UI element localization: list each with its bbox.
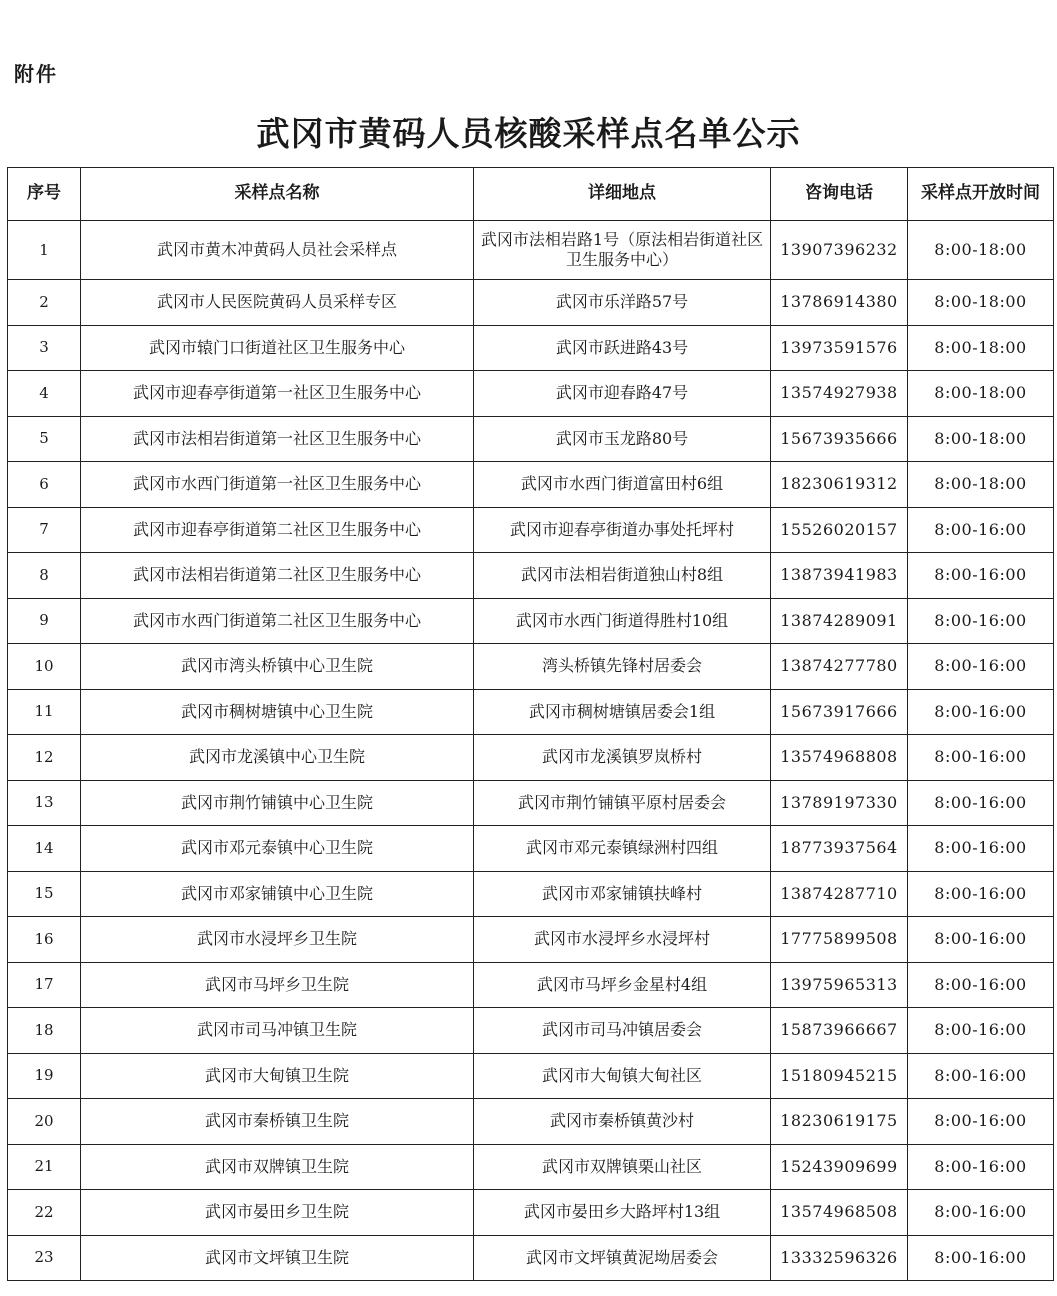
cell-hours: 8:00-16:00 (908, 1190, 1054, 1236)
cell-phone: 13907396232 (771, 221, 908, 280)
cell-phone: 13786914380 (771, 280, 908, 326)
cell-name: 武冈市双牌镇卫生院 (81, 1144, 474, 1190)
cell-phone: 13332596326 (771, 1235, 908, 1281)
table-row (8, 1190, 1054, 1236)
cell-name: 武冈市人民医院黄码人员采样专区 (81, 280, 474, 326)
header-name: 采样点名称 (81, 168, 474, 221)
cell-hours: 8:00-16:00 (908, 780, 1054, 826)
cell-no: 8 (8, 553, 81, 599)
cell-name: 武冈市辕门口街道社区卫生服务中心 (81, 325, 474, 371)
cell-address: 武冈市迎春亭街道办事处托坪村 (474, 507, 771, 553)
cell-phone: 13873941983 (771, 553, 908, 599)
cell-name: 武冈市邓家铺镇中心卫生院 (81, 871, 474, 917)
cell-no: 5 (8, 416, 81, 462)
cell-name: 武冈市龙溪镇中心卫生院 (81, 735, 474, 781)
header-address: 详细地点 (474, 168, 771, 221)
cell-phone: 18230619312 (771, 462, 908, 508)
cell-phone: 13874277780 (771, 644, 908, 690)
cell-phone: 15526020157 (771, 507, 908, 553)
cell-no: 1 (8, 221, 81, 280)
cell-no: 16 (8, 917, 81, 963)
cell-name: 武冈市水西门街道第二社区卫生服务中心 (81, 598, 474, 644)
cell-address: 武冈市法相岩路1号（原法相岩街道社区卫生服务中心） (474, 221, 771, 280)
cell-hours: 8:00-16:00 (908, 1008, 1054, 1054)
cell-phone: 13574968508 (771, 1190, 908, 1236)
cell-name: 武冈市马坪乡卫生院 (81, 962, 474, 1008)
header-no: 序号 (8, 168, 81, 221)
cell-no: 15 (8, 871, 81, 917)
cell-phone: 13973591576 (771, 325, 908, 371)
cell-phone: 13574968808 (771, 735, 908, 781)
cell-no: 11 (8, 689, 81, 735)
cell-name: 武冈市司马冲镇卫生院 (81, 1008, 474, 1054)
cell-address: 武冈市稠树塘镇居委会1组 (474, 689, 771, 735)
cell-no: 17 (8, 962, 81, 1008)
cell-name: 武冈市迎春亭街道第一社区卫生服务中心 (81, 371, 474, 417)
cell-name: 武冈市秦桥镇卫生院 (81, 1099, 474, 1145)
cell-name: 武冈市法相岩街道第二社区卫生服务中心 (81, 553, 474, 599)
cell-address: 武冈市晏田乡大路坪村13组 (474, 1190, 771, 1236)
cell-address: 武冈市司马冲镇居委会 (474, 1008, 771, 1054)
table-row (8, 871, 1054, 917)
cell-hours: 8:00-18:00 (908, 325, 1054, 371)
cell-no: 2 (8, 280, 81, 326)
cell-hours: 8:00-16:00 (908, 644, 1054, 690)
cell-hours: 8:00-16:00 (908, 1235, 1054, 1281)
cell-phone: 15673917666 (771, 689, 908, 735)
table-row (8, 462, 1054, 508)
cell-name: 武冈市水浸坪乡卫生院 (81, 917, 474, 963)
table-row (8, 780, 1054, 826)
cell-no: 20 (8, 1099, 81, 1145)
cell-no: 6 (8, 462, 81, 508)
cell-hours: 8:00-16:00 (908, 871, 1054, 917)
cell-address: 武冈市水浸坪乡水浸坪村 (474, 917, 771, 963)
cell-name: 武冈市稠树塘镇中心卫生院 (81, 689, 474, 735)
cell-address: 武冈市邓元泰镇绿洲村四组 (474, 826, 771, 872)
cell-no: 14 (8, 826, 81, 872)
cell-phone: 18230619175 (771, 1099, 908, 1145)
header-phone: 咨询电话 (771, 168, 908, 221)
cell-phone: 13975965313 (771, 962, 908, 1008)
cell-no: 22 (8, 1190, 81, 1236)
table-row (8, 1099, 1054, 1145)
table-row (8, 1144, 1054, 1190)
cell-phone: 13874287710 (771, 871, 908, 917)
cell-hours: 8:00-18:00 (908, 462, 1054, 508)
cell-no: 12 (8, 735, 81, 781)
cell-phone: 18773937564 (771, 826, 908, 872)
cell-no: 18 (8, 1008, 81, 1054)
cell-hours: 8:00-16:00 (908, 826, 1054, 872)
cell-hours: 8:00-18:00 (908, 280, 1054, 326)
sampling-sites-table (7, 167, 1054, 1281)
table-row (8, 325, 1054, 371)
cell-no: 10 (8, 644, 81, 690)
cell-phone: 15243909699 (771, 1144, 908, 1190)
table-row (8, 689, 1054, 735)
cell-address: 湾头桥镇先锋村居委会 (474, 644, 771, 690)
table-row (8, 826, 1054, 872)
cell-name: 武冈市黄木冲黄码人员社会采样点 (81, 221, 474, 280)
cell-phone: 13874289091 (771, 598, 908, 644)
cell-name: 武冈市迎春亭街道第二社区卫生服务中心 (81, 507, 474, 553)
cell-hours: 8:00-18:00 (908, 371, 1054, 417)
cell-phone: 13789197330 (771, 780, 908, 826)
cell-name: 武冈市湾头桥镇中心卫生院 (81, 644, 474, 690)
cell-address: 武冈市玉龙路80号 (474, 416, 771, 462)
table-row (8, 1235, 1054, 1281)
cell-no: 23 (8, 1235, 81, 1281)
table-row (8, 962, 1054, 1008)
cell-hours: 8:00-16:00 (908, 735, 1054, 781)
table-row (8, 553, 1054, 599)
cell-address: 武冈市龙溪镇罗岚桥村 (474, 735, 771, 781)
cell-hours: 8:00-16:00 (908, 1144, 1054, 1190)
cell-no: 21 (8, 1144, 81, 1190)
cell-name: 武冈市大甸镇卫生院 (81, 1053, 474, 1099)
table-body (8, 221, 1054, 1281)
table-row (8, 917, 1054, 963)
cell-name: 武冈市法相岩街道第一社区卫生服务中心 (81, 416, 474, 462)
cell-phone: 15673935666 (771, 416, 908, 462)
cell-address: 武冈市大甸镇大甸社区 (474, 1053, 771, 1099)
table-row (8, 280, 1054, 326)
cell-address: 武冈市乐洋路57号 (474, 280, 771, 326)
cell-no: 19 (8, 1053, 81, 1099)
cell-no: 4 (8, 371, 81, 417)
cell-address: 武冈市迎春路47号 (474, 371, 771, 417)
cell-address: 武冈市跃进路43号 (474, 325, 771, 371)
cell-hours: 8:00-16:00 (908, 553, 1054, 599)
header-hours: 采样点开放时间 (908, 168, 1054, 221)
cell-hours: 8:00-16:00 (908, 689, 1054, 735)
table-row (8, 371, 1054, 417)
cell-address: 武冈市邓家铺镇扶峰村 (474, 871, 771, 917)
cell-hours: 8:00-16:00 (908, 598, 1054, 644)
cell-hours: 8:00-16:00 (908, 507, 1054, 553)
table-row (8, 644, 1054, 690)
cell-no: 13 (8, 780, 81, 826)
cell-address: 武冈市水西门街道富田村6组 (474, 462, 771, 508)
cell-phone: 13574927938 (771, 371, 908, 417)
table-row (8, 507, 1054, 553)
cell-no: 3 (8, 325, 81, 371)
cell-hours: 8:00-16:00 (908, 1099, 1054, 1145)
cell-no: 7 (8, 507, 81, 553)
cell-address: 武冈市法相岩街道独山村8组 (474, 553, 771, 599)
cell-phone: 15873966667 (771, 1008, 908, 1054)
cell-address: 武冈市双牌镇栗山社区 (474, 1144, 771, 1190)
cell-hours: 8:00-16:00 (908, 962, 1054, 1008)
cell-phone: 15180945215 (771, 1053, 908, 1099)
cell-hours: 8:00-18:00 (908, 221, 1054, 280)
table-row (8, 221, 1054, 280)
cell-address: 武冈市马坪乡金星村4组 (474, 962, 771, 1008)
cell-address: 武冈市秦桥镇黄沙村 (474, 1099, 771, 1145)
cell-name: 武冈市水西门街道第一社区卫生服务中心 (81, 462, 474, 508)
cell-hours: 8:00-16:00 (908, 1053, 1054, 1099)
cell-hours: 8:00-18:00 (908, 416, 1054, 462)
cell-name: 武冈市邓元泰镇中心卫生院 (81, 826, 474, 872)
table-row (8, 1053, 1054, 1099)
cell-hours: 8:00-16:00 (908, 917, 1054, 963)
cell-no: 9 (8, 598, 81, 644)
page-title: 武冈市黄码人员核酸采样点名单公示 (256, 114, 801, 153)
cell-phone: 17775899508 (771, 917, 908, 963)
cell-address: 武冈市荆竹铺镇平原村居委会 (474, 780, 771, 826)
table-row (8, 735, 1054, 781)
table-row (8, 416, 1054, 462)
cell-name: 武冈市荆竹铺镇中心卫生院 (81, 780, 474, 826)
cell-address: 武冈市文坪镇黄泥坳居委会 (474, 1235, 771, 1281)
table-row (8, 598, 1054, 644)
cell-name: 武冈市晏田乡卫生院 (81, 1190, 474, 1236)
cell-name: 武冈市文坪镇卫生院 (81, 1235, 474, 1281)
cell-address: 武冈市水西门街道得胜村10组 (474, 598, 771, 644)
table-row (8, 1008, 1054, 1054)
table-header-row (8, 168, 1054, 221)
attachment-label: 附件 (14, 62, 58, 86)
